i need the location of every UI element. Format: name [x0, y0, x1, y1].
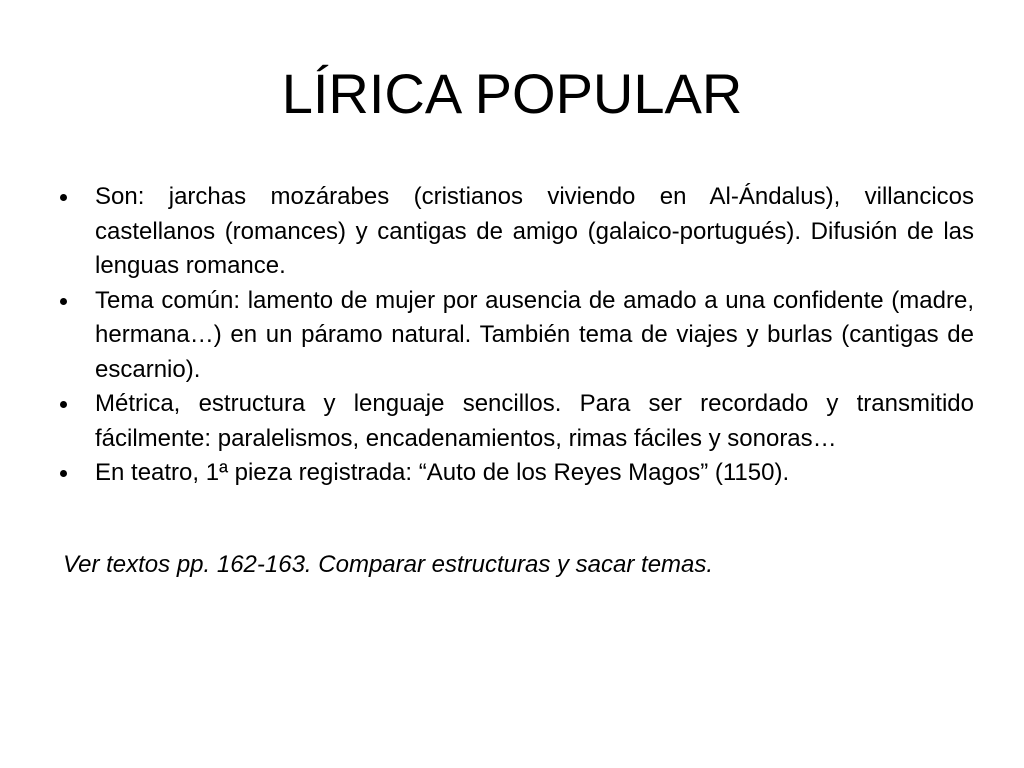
bullet-dot-icon	[60, 470, 67, 477]
bullet-dot-icon	[60, 194, 67, 201]
bullet-list	[56, 180, 974, 491]
bullet-item	[56, 387, 974, 456]
bullet-item	[56, 284, 974, 388]
bullet-item	[56, 456, 974, 491]
bullet-text: Tema común: lamento de mujer por ausencia de amado a una confidente (madre, hermana…) en un páramo natural. También tema de viajes y burlas (cantigas de escarnio).	[95, 286, 974, 383]
slide-title: LÍRICA POPULAR	[281, 62, 743, 125]
reading-note: Ver textos pp. 162-163. Comparar estructuras y sacar temas.	[63, 551, 714, 578]
bullet-dot-icon	[60, 401, 67, 408]
bullet-dot-icon	[60, 298, 67, 305]
bullet-text: En teatro, 1ª pieza registrada: “Auto de los Reyes Magos” (1150).	[95, 459, 790, 486]
bullet-text: Métrica, estructura y lenguaje sencillos. Para ser recordado y transmitido fácilmente: paralelismos, encadenamientos, rimas fáciles y sonoras…	[95, 390, 974, 452]
bullet-item	[56, 180, 974, 284]
bullet-text: Son: jarchas mozárabes (cristianos viviendo en Al-Ándalus), villancicos castellanos (romances) y cantigas de amigo (galaico-portugués). Difusión de las lenguas romance.	[95, 183, 974, 279]
